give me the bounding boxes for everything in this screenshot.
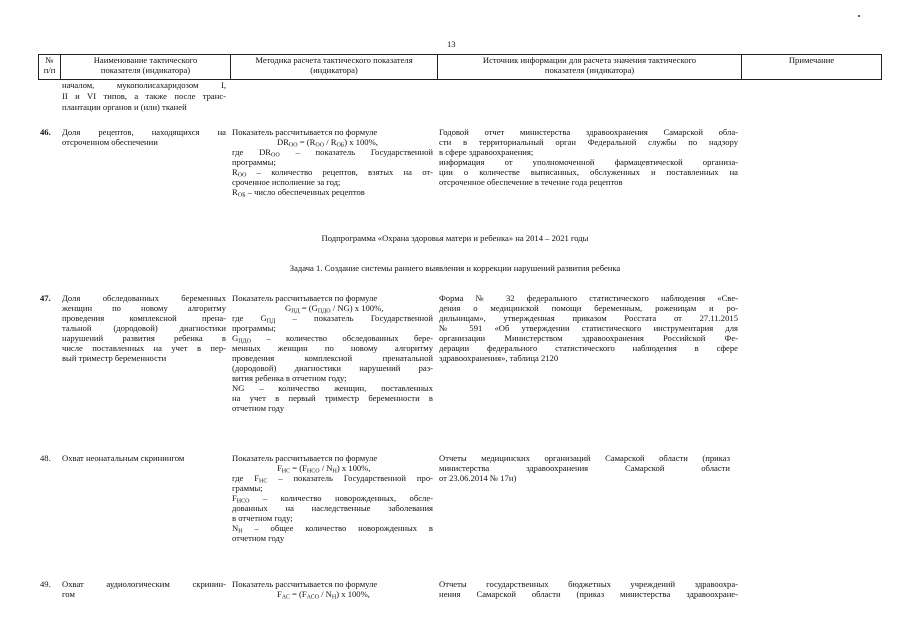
row-47-number: 47. [40, 293, 51, 303]
row-47-source-2: дения о медицинской помощи беременным, роженицам и ро- [439, 303, 738, 313]
row-48-method-6: дованных на наследственные заболевания [232, 503, 433, 513]
header-method: Методика расчета тактического показателя (индикатора) [255, 55, 413, 75]
cont-line-2: II и VI типов, а также после транс- [62, 91, 226, 101]
row-49-method-1: Показатель рассчитывается по формуле [232, 579, 378, 589]
row-47-method-12: отчетном году [232, 403, 285, 413]
header-source: Источник информации для расчета значения тактического показателя (индикатора) [482, 55, 697, 75]
row-49-formula: $F_{АС} = (F_{АСО} / N_Н)$ x 100%, [277, 589, 370, 601]
row-46-source-2: сти в территориальный орган Федеральной службы по надзору [439, 137, 738, 147]
col-divider-6 [881, 54, 882, 80]
row-48-method-3: где $F_{НС}$ – показатель Государственной про- [232, 473, 433, 485]
row-47-method-10: NG – количество женщин, поставленных [232, 383, 433, 393]
row-47-name-6: числе поставленных на учет в пер- [62, 343, 226, 353]
row-46-name-1: Доля рецептов, находящихся на [62, 127, 226, 137]
row-46-method-3: где $DR_{ОО}$ – показатель Государственной [232, 147, 433, 159]
row-46-source-6: отсроченное обеспечение в течение года рецептов [439, 177, 623, 187]
row-49-name-2: гом [62, 589, 75, 599]
row-48-number: 48. [40, 453, 51, 463]
row-46-source-3: в сфере здравоохранения; [439, 147, 534, 157]
subprogram-heading: Подпрограмма «Охрана здоровья матери и ребенка» на 2014 – 2021 годы [321, 233, 589, 243]
row-48-source-2: министерства здравоохранения Самарской области [439, 463, 730, 473]
row-47-method-6: менных женщин по новому алгоритму [232, 343, 433, 353]
page-number: 13 [447, 39, 456, 49]
cont-line-3: плантации органов и (или) тканей [62, 102, 187, 112]
row-47-method-1: Показатель рассчитывается по формуле [232, 293, 378, 303]
row-46-formula: $DR_{ОО} = (R_{ОО} / R_{ОБ})$ x 100%, [277, 137, 378, 149]
row-48-method-9: отчетном году [232, 533, 285, 543]
row-47-source-4: № 591 «Об утверждении статистического инструментария для [439, 323, 738, 333]
row-46-method-6: сроченное исполнение за год; [232, 177, 341, 187]
row-47-name-3: проведения комплексной прена- [62, 313, 226, 323]
row-48-method-7: в отчетном году; [232, 513, 293, 523]
row-47-source-6: дерации федерального статистического наблюдения в сфере [439, 343, 738, 353]
row-46-source-1: Годовой отчет министерства здравоохранения Самарской обла- [439, 127, 738, 137]
row-48-method-4: граммы; [232, 483, 263, 493]
row-47-method-3: где $G_{ПД}$ – показатель Государственной [232, 313, 433, 325]
row-47-method-9: вития ребенка в отчетном году; [232, 373, 347, 383]
row-48-method-1: Показатель рассчитывается по формуле [232, 453, 378, 463]
row-48-source-1: Отчеты медицинских организаций Самарской области (приказ [439, 453, 730, 463]
row-47-formula: $G_{ПД} = (G_{ПДО} / NG)$ x 100%, [285, 303, 384, 315]
row-49-source-2: нения Самарской области (приказ министерства здравоохране- [439, 589, 738, 599]
row-48-method-5: $F_{НСО}$ – количество новорожденных, обсле- [232, 493, 433, 505]
header-note: Примечание [788, 55, 835, 65]
row-46-number: 46. [40, 127, 51, 137]
header-num: № п/п [43, 55, 56, 75]
row-47-source-3: дильницам», утвержденная приказом Росстата от 27.11.2015 [439, 313, 738, 323]
row-47-name-5: нарушений развития ребенка в [62, 333, 226, 343]
row-47-method-8: (дородовой) диагностики нарушений раз- [232, 363, 433, 373]
scan-speck [858, 15, 860, 17]
row-48-method-8: $N_Н$ – общее количество новорожденных в [232, 523, 433, 535]
row-48-formula: $F_{НС} = (F_{НСО} / N_Н)$ x 100%, [277, 463, 371, 475]
row-47-method-4: программы; [232, 323, 276, 333]
row-48-source-3: от 23.06.2014 № 17н) [439, 473, 517, 483]
header-name: Наименование тактического показателя (индикатора) [93, 55, 198, 75]
row-47-name-7: вый триместр беременности [62, 353, 167, 363]
row-46-method-4: программы; [232, 157, 276, 167]
row-48-name: Охват неонатальным скринингом [62, 453, 185, 463]
row-47-name-2: женщин по новому алгоритму [62, 303, 226, 313]
row-47-method-5: $G_{ПДО}$ – количество обследованных бере- [232, 333, 433, 345]
task-heading: Задача 1. Создание системы раннего выявления и коррекции нарушений развития ребенка [289, 263, 621, 273]
row-47-source-1: Форма № 32 федерального статистического наблюдения «Све- [439, 293, 738, 303]
row-47-name-4: тальной (дородовой) диагностики [62, 323, 226, 333]
cont-line-1: началом, мукополисахаридозом I, [62, 80, 226, 90]
row-47-method-7: проведения комплексной пренатальной [232, 353, 433, 363]
row-46-name-2: отсроченном обеспечении [62, 137, 158, 147]
row-46-source-5: ции о количестве выписанных, обслуженных и поставленных на [439, 167, 738, 177]
row-46-source-4: информация от уполномоченной фармацевтической организа- [439, 157, 738, 167]
row-47-source-5: организации Министерством здравоохранения Российской Фе- [439, 333, 738, 343]
row-46-method-7: $R_{ОБ}$ – число обеспеченных рецептов [232, 187, 365, 199]
row-49-name-1: Охват аудиологическим скринин- [62, 579, 226, 589]
row-47-source-7: здравоохранения», таблица 2120 [439, 353, 559, 363]
row-46-method-5: $R_{ОО}$ – количество рецептов, взятых на от- [232, 167, 433, 179]
row-47-name-1: Доля обследованных беременных [62, 293, 226, 303]
row-47-method-11: на учет в первый триместр беременности в [232, 393, 433, 403]
row-49-number: 49. [40, 579, 51, 589]
row-46-method-1: Показатель рассчитывается по формуле [232, 127, 378, 137]
row-49-source-1: Отчеты государственных бюджетных учреждений здравоохра- [439, 579, 738, 589]
